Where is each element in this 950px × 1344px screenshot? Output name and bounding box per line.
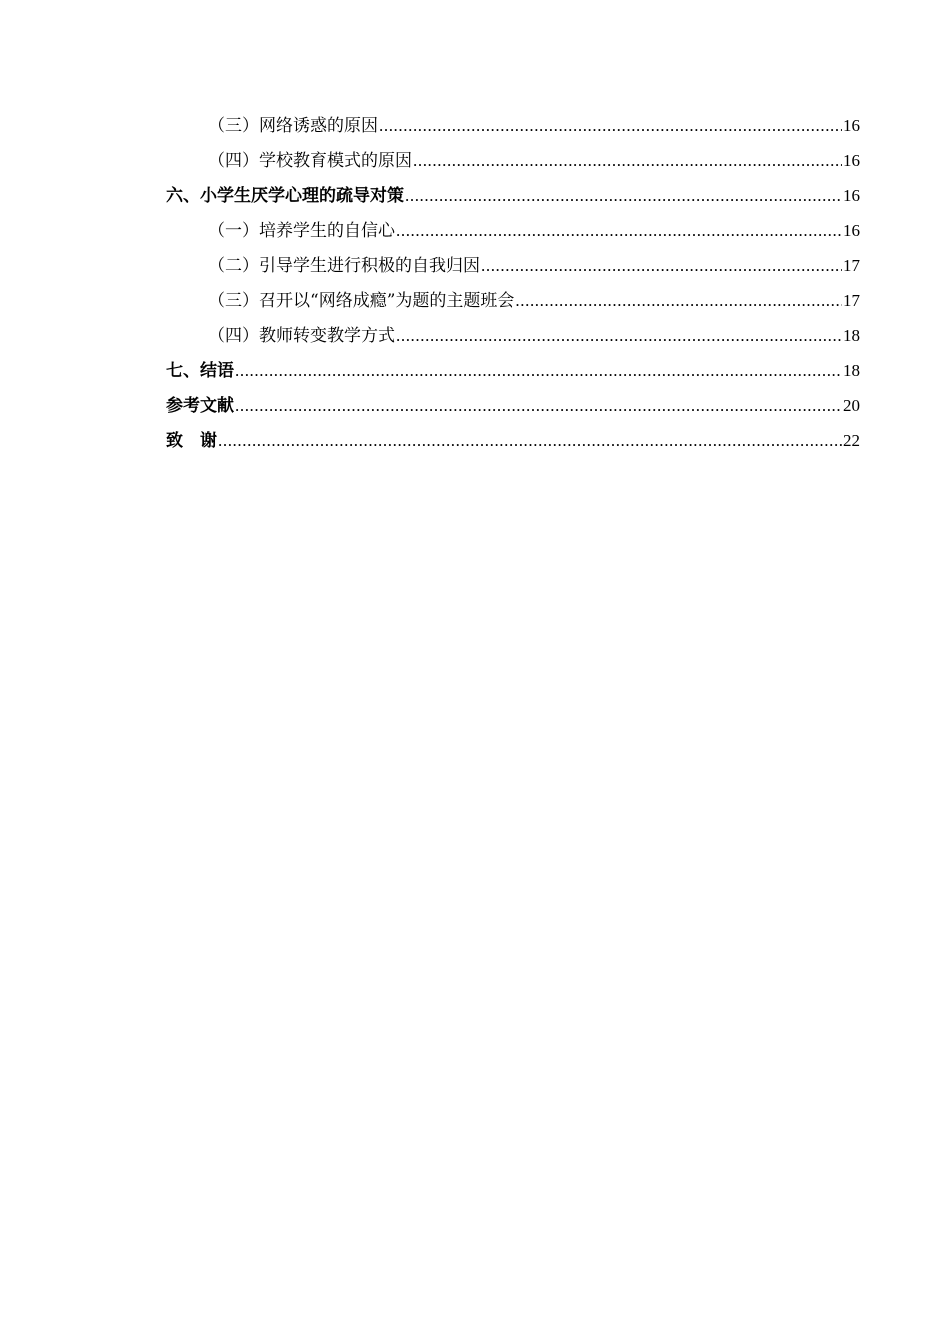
toc-page-number: 20 xyxy=(843,396,860,415)
toc-dot-leader xyxy=(481,248,842,283)
toc-dot-leader xyxy=(405,178,842,213)
toc-entry[interactable] xyxy=(166,143,860,178)
toc-entry-title: 七、结语 xyxy=(166,361,234,381)
toc-dot-leader xyxy=(235,388,842,423)
toc-entry[interactable] xyxy=(166,213,860,248)
toc-page-number: 16 xyxy=(843,186,860,205)
toc-page-number: 18 xyxy=(843,326,860,345)
toc-entry[interactable] xyxy=(166,423,860,458)
toc-entry-title: （四）学校教育模式的原因 xyxy=(208,151,412,171)
toc-entry-title: （三）召开以“网络成瘾”为题的主题班会 xyxy=(208,291,515,311)
toc-entry[interactable] xyxy=(166,108,860,143)
toc-dot-leader xyxy=(515,283,842,318)
toc-page-number: 17 xyxy=(843,256,860,275)
toc-entry-title: （四）教师转变教学方式 xyxy=(208,326,395,346)
toc-entry-title: （二）引导学生进行积极的自我归因 xyxy=(208,256,480,276)
toc-page-number: 18 xyxy=(843,361,860,380)
toc-entry-title: （三）网络诱惑的原因 xyxy=(208,116,378,136)
toc-entry[interactable] xyxy=(166,283,860,318)
toc-entry[interactable] xyxy=(166,353,860,388)
toc-dot-leader xyxy=(396,213,842,248)
toc-entry-title: （一）培养学生的自信心 xyxy=(208,221,395,241)
toc-entry[interactable] xyxy=(166,388,860,423)
toc-entry[interactable] xyxy=(166,248,860,283)
toc-entry-title: 六、小学生厌学心理的疏导对策 xyxy=(166,186,404,206)
toc-dot-leader xyxy=(396,318,842,353)
toc-dot-leader xyxy=(235,353,842,388)
toc-entry[interactable] xyxy=(166,178,860,213)
toc-page-number: 16 xyxy=(843,221,860,240)
toc-page-number: 17 xyxy=(843,291,860,310)
toc-entry-title: 致 谢 xyxy=(166,431,217,451)
toc-dot-leader xyxy=(413,143,842,178)
toc-entry[interactable] xyxy=(166,318,860,353)
toc-page-number: 16 xyxy=(843,151,860,170)
toc-dot-leader xyxy=(218,423,842,458)
toc-entry-title: 参考文献 xyxy=(166,396,234,416)
toc-dot-leader xyxy=(379,108,842,143)
toc-page-number: 22 xyxy=(843,431,860,450)
table-of-contents xyxy=(166,108,860,458)
toc-page-number: 16 xyxy=(843,116,860,135)
